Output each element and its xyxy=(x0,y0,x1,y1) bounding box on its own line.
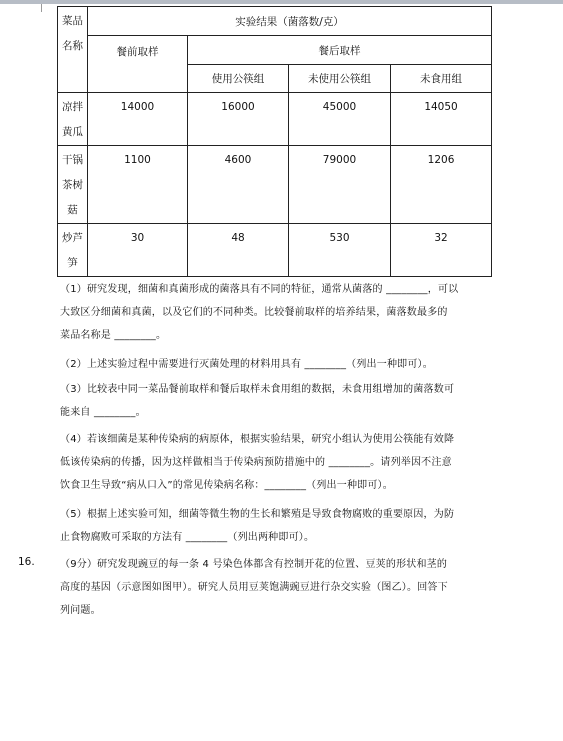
row-name-line: 干锅 xyxy=(62,154,83,166)
question-line: 低该传染病的传播，因为这样做相当于传染病预防措施中的 ________。请列举因不注意 xyxy=(60,457,452,468)
question-3 xyxy=(60,378,496,424)
table-cell: 1100 xyxy=(88,146,188,224)
header-after-meal: 餐后取样 xyxy=(188,36,492,65)
question-16-number: 16. xyxy=(18,556,35,568)
row-name-asparagus xyxy=(58,224,88,277)
question-line: （3）比较表中同一菜品餐前取样和餐后取样未食用组的数据，未食用组增加的菌落数可 xyxy=(60,384,455,395)
table-cell: 530 xyxy=(289,224,391,277)
header-dish-name xyxy=(58,7,88,93)
subheader-public-chopsticks: 使用公筷组 xyxy=(188,65,289,93)
question-line: （1）研究发现，细菌和真菌形成的菌落具有不同的特征，通常从菌落的 ________，可以 xyxy=(60,284,459,295)
question-5 xyxy=(60,503,496,549)
row-name-line: 黄瓜 xyxy=(62,126,83,138)
top-edge xyxy=(0,0,563,4)
results-table xyxy=(57,6,492,277)
row-name-line: 炒芦 xyxy=(62,232,83,244)
table-cell: 16000 xyxy=(188,93,289,146)
header-before-meal: 餐前取样 xyxy=(88,36,188,93)
table-cell: 14000 xyxy=(88,93,188,146)
question-line: 能来自 ________。 xyxy=(60,407,146,418)
table-cell: 14050 xyxy=(391,93,492,146)
question-line: 菜品名称是 ________。 xyxy=(60,330,167,341)
question-16 xyxy=(60,553,496,622)
question-2 xyxy=(60,353,496,376)
question-4 xyxy=(60,428,496,497)
row-name-line: 菇 xyxy=(67,204,78,216)
question-line: 止食物腐败可采取的方法有 ________（列出两种即可）。 xyxy=(60,532,315,543)
table-cell: 4600 xyxy=(188,146,289,224)
row-name-cucumber xyxy=(58,93,88,146)
header-dish-name-line1: 菜品 xyxy=(62,15,83,27)
row-name-line: 笋 xyxy=(67,257,78,269)
question-line: 列问题。 xyxy=(60,605,101,616)
table-cell: 45000 xyxy=(289,93,391,146)
header-result: 实验结果（菌落数/克） xyxy=(88,7,492,36)
row-name-mushroom xyxy=(58,146,88,224)
header-dish-name-line2: 名称 xyxy=(62,40,83,52)
question-line: （4）若该细菌是某种传染病的病原体，根据实验结果，研究小组认为使用公筷能有效降 xyxy=(60,434,455,445)
question-line: 大致区分细菌和真菌，以及它们的不同种类。比较餐前取样的培养结果，菌落数最多的 xyxy=(60,307,448,318)
table-cell: 79000 xyxy=(289,146,391,224)
question-line: （9分）研究发现豌豆的每一条 4 号染色体都含有控制开花的位置、豆荚的形状和茎的 xyxy=(60,559,448,570)
table-cell: 48 xyxy=(188,224,289,277)
table-cell: 30 xyxy=(88,224,188,277)
table-cell: 32 xyxy=(391,224,492,277)
question-line: （2）上述实验过程中需要进行灭菌处理的材料用具有 ________（列出一种即可）。 xyxy=(60,359,433,370)
question-line: 高度的基因（示意图如图甲）。研究人员用豆荚饱满豌豆进行杂交实验（图乙）。回答下 xyxy=(60,582,448,593)
table-cell: 1206 xyxy=(391,146,492,224)
question-line: 饮食卫生导致“病从口入”的常见传染病名称：________（列出一种即可）。 xyxy=(60,480,393,491)
subheader-no-public-chopsticks: 未使用公筷组 xyxy=(289,65,391,93)
subheader-not-eaten: 未食用组 xyxy=(391,65,492,93)
question-line: （5）根据上述实验可知，细菌等微生物的生长和繁殖是导致食物腐败的重要原因，为防 xyxy=(60,509,455,520)
margin-corner-mark xyxy=(29,4,42,12)
question-1 xyxy=(60,278,496,347)
row-name-line: 茶树 xyxy=(62,179,83,191)
row-name-line: 凉拌 xyxy=(62,101,83,113)
